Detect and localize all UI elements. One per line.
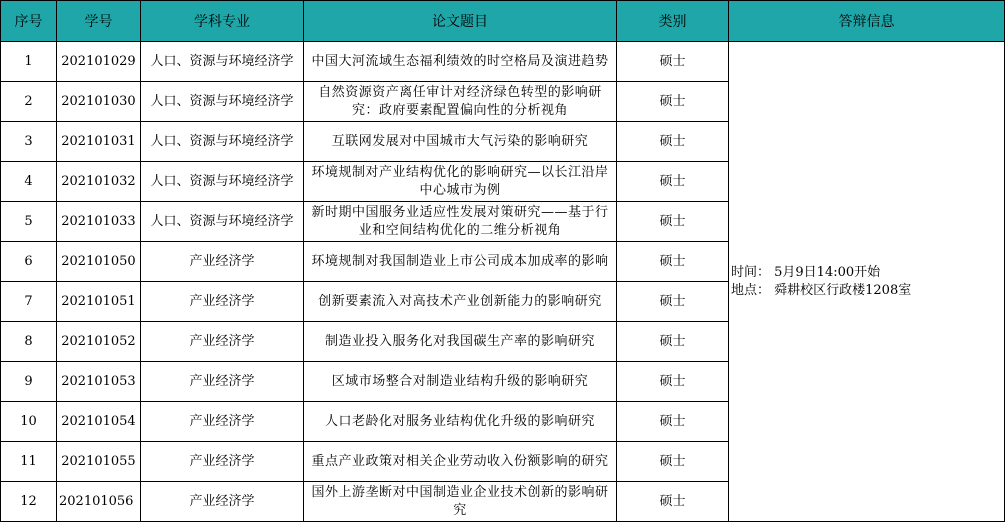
cell-student-id: 202101051 bbox=[57, 282, 141, 322]
cell-student-id: 202101053 bbox=[57, 362, 141, 402]
cell-title: 人口老龄化对服务业结构优化升级的影响研究 bbox=[304, 402, 617, 442]
cell-title: 互联网发展对中国城市大气污染的影响研究 bbox=[304, 122, 617, 162]
cell-title: 环境规制对我国制造业上市公司成本加成率的影响 bbox=[304, 242, 617, 282]
cell-student-id: 202101032 bbox=[57, 162, 141, 202]
cell-student-id: 202101031 bbox=[57, 122, 141, 162]
cell-seq: 5 bbox=[1, 202, 57, 242]
cell-student-id: 202101052 bbox=[57, 322, 141, 362]
cell-major: 产业经济学 bbox=[141, 482, 304, 522]
cell-major: 人口、资源与环境经济学 bbox=[141, 162, 304, 202]
cell-type: 硕士 bbox=[617, 242, 729, 282]
cell-seq: 12 bbox=[1, 482, 57, 522]
cell-type: 硕士 bbox=[617, 362, 729, 402]
cell-type: 硕士 bbox=[617, 202, 729, 242]
cell-seq: 6 bbox=[1, 242, 57, 282]
cell-title: 制造业投入服务化对我国碳生产率的影响研究 bbox=[304, 322, 617, 362]
cell-student-id: 202101033 bbox=[57, 202, 141, 242]
cell-title: 新时期中国服务业适应性发展对策研究——基于行业和空间结构优化的二维分析视角 bbox=[304, 202, 617, 242]
cell-type: 硕士 bbox=[617, 42, 729, 82]
defense-time: 时间： 5月9日14:00开始 bbox=[731, 264, 881, 280]
cell-type: 硕士 bbox=[617, 122, 729, 162]
cell-seq: 7 bbox=[1, 282, 57, 322]
cell-major: 产业经济学 bbox=[141, 442, 304, 482]
cell-seq: 10 bbox=[1, 402, 57, 442]
cell-major: 人口、资源与环境经济学 bbox=[141, 122, 304, 162]
header-student-id: 学号 bbox=[57, 1, 141, 42]
cell-seq: 3 bbox=[1, 122, 57, 162]
cell-seq: 11 bbox=[1, 442, 57, 482]
cell-major: 产业经济学 bbox=[141, 322, 304, 362]
cell-student-id: 202101029 bbox=[57, 42, 141, 82]
cell-title: 创新要素流入对高技术产业创新能力的影响研究 bbox=[304, 282, 617, 322]
header-major: 学科专业 bbox=[141, 1, 304, 42]
cell-major: 产业经济学 bbox=[141, 402, 304, 442]
cell-type: 硕士 bbox=[617, 282, 729, 322]
cell-major: 人口、资源与环境经济学 bbox=[141, 82, 304, 122]
header-type: 类别 bbox=[617, 1, 729, 42]
table-row bbox=[1, 42, 1005, 82]
cell-seq: 2 bbox=[1, 82, 57, 122]
header-row bbox=[1, 1, 1005, 42]
cell-title: 重点产业政策对相关企业劳动收入份额影响的研究 bbox=[304, 442, 617, 482]
cell-title: 环境规制对产业结构优化的影响研究—以长江沿岸中心城市为例 bbox=[304, 162, 617, 202]
defense-info-cell bbox=[729, 42, 1005, 522]
cell-student-id: 202101030 bbox=[57, 82, 141, 122]
cell-major: 人口、资源与环境经济学 bbox=[141, 42, 304, 82]
cell-seq: 8 bbox=[1, 322, 57, 362]
cell-type: 硕士 bbox=[617, 322, 729, 362]
cell-seq: 1 bbox=[1, 42, 57, 82]
cell-major: 人口、资源与环境经济学 bbox=[141, 202, 304, 242]
cell-type: 硕士 bbox=[617, 482, 729, 522]
cell-student-id: 202101054 bbox=[57, 402, 141, 442]
cell-seq: 9 bbox=[1, 362, 57, 402]
defense-place: 地点： 舜耕校区行政楼1208室 bbox=[731, 282, 912, 298]
cell-title: 自然资源资产离任审计对经济绿色转型的影响研究：政府要素配置偏向性的分析视角 bbox=[304, 82, 617, 122]
header-title: 论文题目 bbox=[304, 1, 617, 42]
cell-major: 产业经济学 bbox=[141, 362, 304, 402]
header-seq: 序号 bbox=[1, 1, 57, 42]
cell-major: 产业经济学 bbox=[141, 242, 304, 282]
cell-seq: 4 bbox=[1, 162, 57, 202]
cell-student-id: 202101056 bbox=[57, 482, 141, 522]
cell-type: 硕士 bbox=[617, 402, 729, 442]
cell-title: 中国大河流域生态福利绩效的时空格局及演进趋势 bbox=[304, 42, 617, 82]
cell-type: 硕士 bbox=[617, 442, 729, 482]
header-defense-info: 答辩信息 bbox=[729, 1, 1005, 42]
cell-type: 硕士 bbox=[617, 82, 729, 122]
cell-type: 硕士 bbox=[617, 162, 729, 202]
cell-student-id: 202101050 bbox=[57, 242, 141, 282]
cell-student-id: 202101055 bbox=[57, 442, 141, 482]
cell-title: 区域市场整合对制造业结构升级的影响研究 bbox=[304, 362, 617, 402]
cell-major: 产业经济学 bbox=[141, 282, 304, 322]
cell-title: 国外上游垄断对中国制造业企业技术创新的影响研究 bbox=[304, 482, 617, 522]
